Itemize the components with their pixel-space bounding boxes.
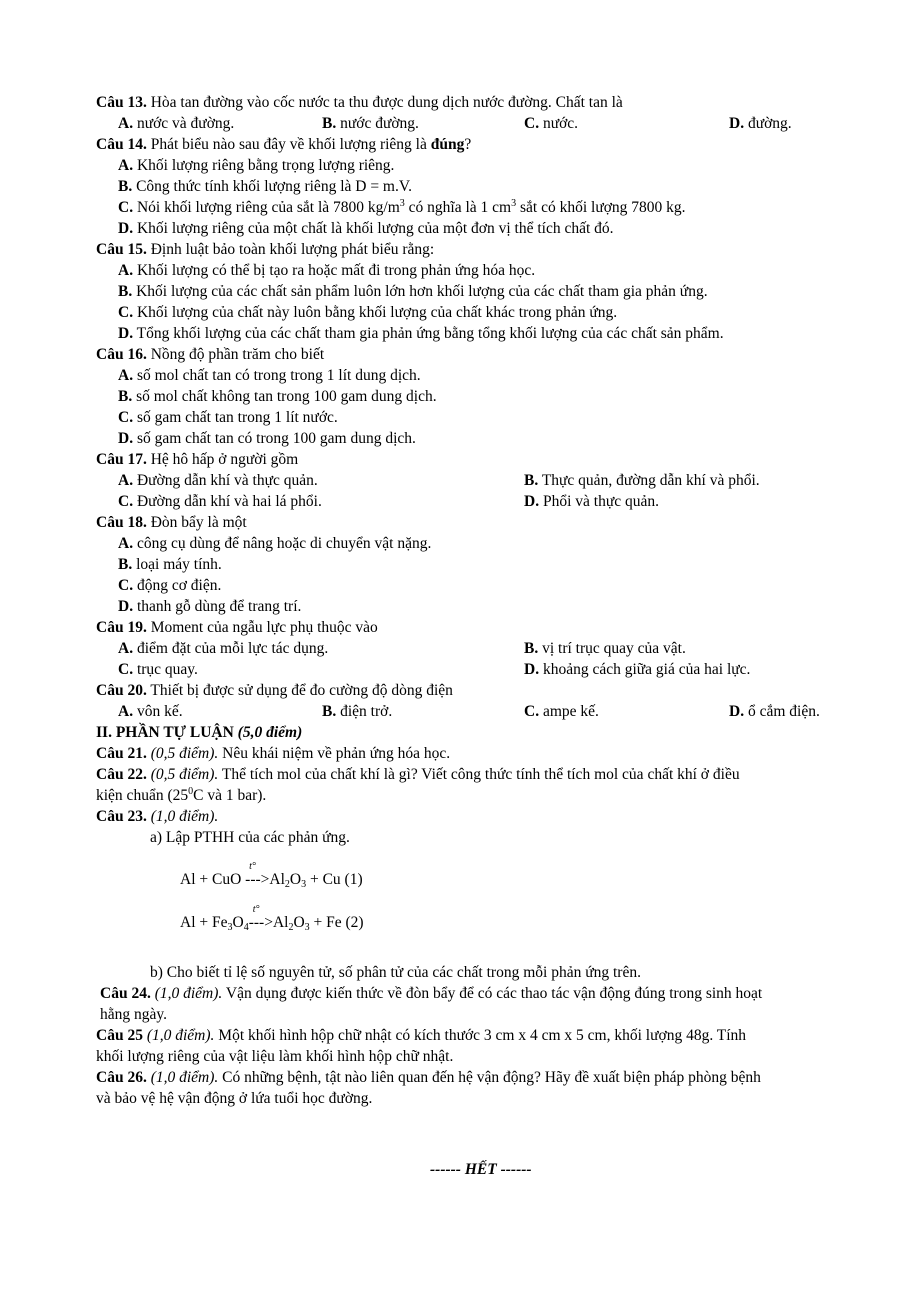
- option-c: C. động cơ điện.: [118, 577, 222, 594]
- question-18: Câu 18. Đòn bẩy là một: [96, 514, 247, 531]
- question-24: Câu 24. (1,0 điểm). Vận dụng được kiến thức về đòn bẩy để có các thao tác vận động đúng trong sinh hoạt: [100, 985, 763, 1002]
- equation-1: Al + CuO t° $--->Al_2O_3 + Cu$ (1): [180, 861, 363, 890]
- option-d: D. số gam chất tan có trong 100 gam dung dịch.: [118, 430, 416, 447]
- option-c: C. nước.: [524, 115, 579, 132]
- question-26: Câu 26. (1,0 điểm). Có những bệnh, tật nào liên quan đến hệ vận động? Hãy đề xuất biện pháp phòng bệnh: [96, 1069, 761, 1086]
- option-c: C. trục quay.: [118, 661, 198, 678]
- question-19: Câu 19. Moment của ngẫu lực phụ thuộc vào: [96, 619, 378, 636]
- option-b: B. Công thức tính khối lượng riêng là D = m.V.: [118, 178, 412, 195]
- question-26-cont: và bảo vệ hệ vận động ở lứa tuổi học đường.: [96, 1090, 373, 1107]
- question-15: Câu 15. Định luật bảo toàn khối lượng phát biểu rằng:: [96, 241, 435, 258]
- question-24-cont: hằng ngày.: [100, 1006, 168, 1023]
- option-b: B. Thực quản, đường dẫn khí và phổi.: [524, 472, 760, 489]
- question-number: Câu 13.: [96, 94, 147, 111]
- option-c: C. số gam chất tan trong 1 lít nước.: [118, 409, 338, 426]
- option-a: A. Khối lượng có thể bị tạo ra hoặc mất đi trong phản ứng hóa học.: [118, 262, 536, 279]
- question-text: Hòa tan đường vào cốc nước ta thu được dung dịch nước đường. Chất tan là: [146, 94, 623, 111]
- question-22: Câu 22. (0,5 điểm). Thể tích mol của chất khí là gì? Viết công thức tính thể tích mol của chất khí ở điều: [96, 766, 740, 783]
- question-23-part-a: a) Lập PTHH của các phản ứng.: [150, 829, 350, 846]
- reaction-arrow: t° --->: [248, 904, 273, 931]
- option-d: D. đường.: [729, 115, 792, 132]
- option-d: D. ổ cắm điện.: [729, 703, 820, 720]
- option-b: B. nước đường.: [322, 115, 419, 132]
- equation-2: $Al + Fe_3O_4$ t° $--->Al_2O_3 + Fe$ (2): [180, 904, 364, 933]
- option-b: B. vị trí trục quay của vật.: [524, 640, 686, 657]
- option-c: C. Đường dẫn khí và hai lá phổi.: [118, 493, 322, 510]
- option-c: C. ampe kế.: [524, 703, 599, 720]
- question-25-cont: khối lượng riêng của vật liệu làm khối hình hộp chữ nhật.: [96, 1048, 454, 1065]
- option-a: A. Đường dẫn khí và thực quản.: [118, 472, 318, 489]
- end-marker: ------ HẾT ------: [430, 1161, 532, 1178]
- reaction-arrow: t° --->: [245, 861, 270, 888]
- option-c: C. Nói khối lượng riêng của sắt là 7800 $kg/m^3$ có nghĩa là 1 $cm^3$ sắt có khối lượng 7800 kg.: [118, 198, 686, 216]
- question-14: Câu 14. Phát biểu nào sau đây về khối lượng riêng là đúng?: [96, 136, 472, 153]
- option-d: D. Khối lượng riêng của một chất là khối lượng của một đơn vị thể tích chất đó.: [118, 220, 614, 237]
- question-23: Câu 23. (1,0 điểm).: [96, 808, 219, 825]
- question-17: Câu 17. Hệ hô hấp ở người gồm: [96, 451, 299, 468]
- option-a: A. nước và đường.: [118, 115, 235, 132]
- option-b: B. loại máy tính.: [118, 556, 222, 573]
- question-22-cont: kiện chuẩn ($25^0C$ và 1 bar).: [96, 786, 267, 804]
- option-d: D. khoảng cách giữa giá của hai lực.: [524, 661, 751, 678]
- option-b: B. Khối lượng của các chất sản phẩm luôn lớn hơn khối lượng của các chất tham gia phản ứng.: [118, 283, 708, 300]
- question-25: Câu 25 (1,0 điểm). Một khối hình hộp chữ nhật có kích thước 3 cm x 4 cm x 5 cm, khối lượng 48g. Tính: [96, 1027, 747, 1044]
- option-a: A. số mol chất tan có trong trong 1 lít dung dịch.: [118, 367, 421, 384]
- question-16: Câu 16. Nồng độ phần trăm cho biết: [96, 346, 325, 363]
- question-21: Câu 21. (0,5 điểm). Nêu khái niệm về phản ứng hóa học.: [96, 745, 451, 762]
- option-d: D. thanh gỗ dùng để trang trí.: [118, 598, 302, 615]
- option-a: A. Khối lượng riêng bằng trọng lượng riêng.: [118, 157, 395, 174]
- option-b: B. số mol chất không tan trong 100 gam dung dịch.: [118, 388, 437, 405]
- option-a: A. công cụ dùng để nâng hoặc di chuyển vật nặng.: [118, 535, 432, 552]
- option-c: C. Khối lượng của chất này luôn bằng khối lượng của chất khác trong phản ứng.: [118, 304, 618, 321]
- question-23-part-b: b) Cho biết tỉ lệ số nguyên tử, số phân tử của các chất trong mỗi phản ứng trên.: [150, 964, 641, 981]
- option-d: D. Phổi và thực quản.: [524, 493, 659, 510]
- question-13: [96, 93, 623, 113]
- option-b: B. điện trở.: [322, 703, 393, 720]
- section-heading: II. PHẦN TỰ LUẬN (5,0 điểm): [96, 724, 303, 741]
- option-a: A. vôn kế.: [118, 703, 183, 720]
- option-d: D. Tổng khối lượng của các chất tham gia phản ứng bằng tổng khối lượng của các chất sản phẩm.: [118, 325, 724, 342]
- question-20: Câu 20. Thiết bị được sử dụng để đo cường độ dòng điện: [96, 682, 453, 699]
- option-a: A. điểm đặt của mỗi lực tác dụng.: [118, 640, 329, 657]
